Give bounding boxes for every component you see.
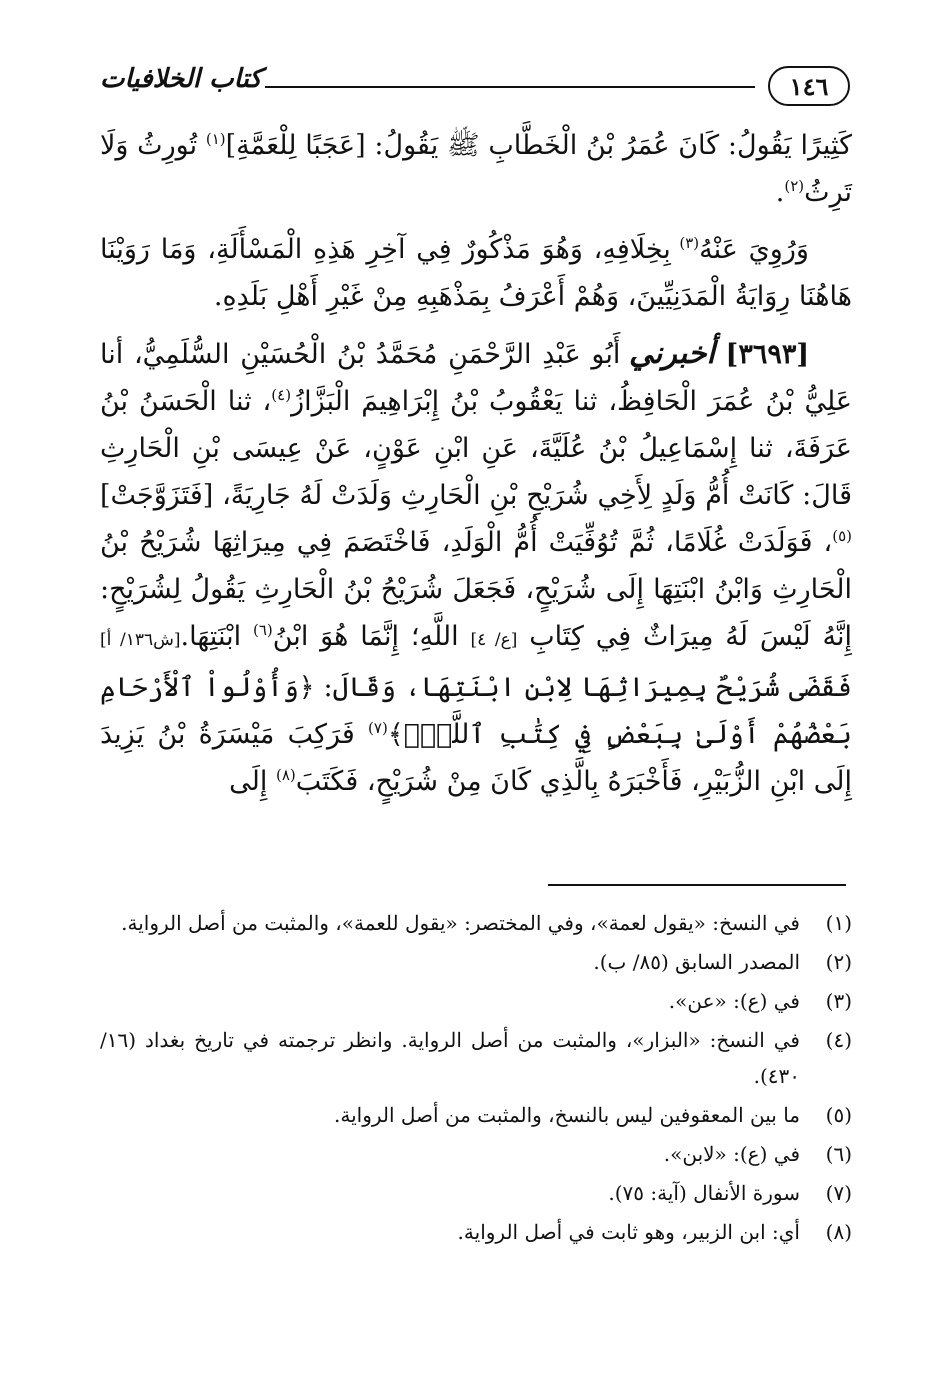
text-span: تُورِثُ وَلَا تَرِثُ <box>100 130 852 208</box>
footnote-item <box>100 1097 852 1133</box>
text-span: ، ثنا الْحَسَنُ بْنُ عَرَفَةَ، ثنا إِسْمَاعِيلُ بْنُ عُلَيَّةَ، عَنِ ابْنِ عَوْنٍ، عَنْ عِيسَى بْنِ الْحَارِثِ قَالَ: كَانَتْ أُمُّ وَلَدٍ لِأَخِي شُرَيْحِ بْنِ الْحَارِثِ وَلَدَتْ لَهُ جَارِيَةً، [فَتَزَوَّجَتْ] <box>100 386 852 511</box>
footnote-number: (٥) <box>825 1103 852 1127</box>
footnote-number: (٧) <box>825 1181 852 1205</box>
footnote-text: سورة الأنفال (آية: ٧٥). <box>608 1181 800 1205</box>
footnote-item <box>100 905 852 941</box>
main-text <box>100 122 852 815</box>
header-rule <box>265 86 755 88</box>
page-header <box>100 62 850 112</box>
footnote-text: في النسخ: «يقول لعمة»، وفي المختصر: «يقول للعمة»، والمثبت من أصل الرواية. <box>121 911 800 935</box>
footnote-separator <box>548 884 846 886</box>
footnote-text: في (ع): «عن». <box>668 989 800 1013</box>
footnote-number: (٨) <box>825 1220 852 1244</box>
paragraph-1 <box>100 122 852 216</box>
footnotes <box>100 905 852 1253</box>
book-title: كتاب الخلافيات <box>100 64 262 94</box>
footnote-ref-5: (٥) <box>832 527 852 545</box>
text-span: ابْنَتِهَا. <box>180 621 253 652</box>
footnote-number: (٣) <box>825 989 852 1013</box>
manuscript-marker: [ع/ ٤] <box>470 630 518 650</box>
footnote-text: في النسخ: «البزار»، والمثبت من أصل الرواية. وانظر ترجمته في تاريخ بغداد (١٦/ ٤٣٠). <box>100 1028 800 1088</box>
text-span: . <box>775 177 785 208</box>
footnote-number: (٦) <box>825 1142 852 1166</box>
footnote-number: (٢) <box>825 950 852 974</box>
text-span: ، فَوَلَدَتْ غُلَامًا، ثُمَّ تُوُفِّيَتْ أُمُّ الْوَلَدِ، فَاخْتَصَمَ فِي مِيرَاثِهَا شُرَيْحُ بْنُ الْحَارِثِ وَابْنُ ابْنَتِهَا إِلَى شُرَيْحٍ، فَجَعَلَ شُرَيْحُ بْنُ الْحَارِثِ يَقُولُ لِشُرَيْحٍ: إِنَّهُ لَيْسَ لَهُ مِيرَاثٌ فِي كِتَابِ <box>100 527 852 652</box>
footnote-item <box>100 944 852 980</box>
footnote-ref-8: (٨) <box>275 766 296 784</box>
footnote-text: في (ع): «لابن». <box>663 1142 800 1166</box>
text-span: إِلَى <box>229 766 276 797</box>
footnote-number: (١) <box>825 911 852 935</box>
footnote-text: أي: ابن الزبير، وهو ثابت في أصل الرواية. <box>457 1220 800 1244</box>
footnote-text: ما بين المعقوفين ليس بالنسخ، والمثبت من أصل الرواية. <box>334 1103 800 1127</box>
footnote-ref-6: (٦) <box>252 621 273 639</box>
footnote-item <box>100 1022 852 1094</box>
footnote-item <box>100 1214 852 1250</box>
text-span: فَرَكِبَ مَيْسَرَةُ بْنُ يَزِيدَ إِلَى ابْنِ الزُّبَيْرِ، فَأَخْبَرَهُ بِالَّذِي كَانَ مِنْ شُرَيْحٍ، فَكَتَبَ <box>100 719 852 797</box>
text-span: اللَّهِ؛ إِنَّمَا هُوَ ابْنُ <box>272 621 471 652</box>
footnote-ref-4: (٤) <box>271 386 292 404</box>
hadith-number: [٣٦٩٣] <box>725 339 810 370</box>
footnote-ref-7: (٧) <box>368 719 388 737</box>
footnote-item <box>100 983 852 1019</box>
footnote-item <box>100 1136 852 1172</box>
text-span: فَقَضَى شُرَيْحٌ بِمِيرَاثِهَا لِابْنِ ابْنَتِهَا، وَقَالَ: ﴿وَأُوْلُواْ ٱلْأَرْحَامِ بَعْضُهُمْ أَوْلَىٰ بِبَعْضٍ فِي كِتَٰبِ ٱللَّهِۚ﴾ <box>100 672 852 750</box>
footnote-ref-2: (٢) <box>784 177 805 195</box>
paragraph-3 <box>100 330 852 805</box>
footnote-ref-1: (١) <box>205 130 226 148</box>
page-number: ١٤٦ <box>768 66 850 106</box>
akhbarani-keyword: أخبرني <box>628 336 715 371</box>
text-span: أَبُو عَبْدِ الرَّحْمَنِ مُحَمَّدُ بْنُ الْحُسَيْنِ السُّلَمِيُّ، أنا عَلِيُّ بْنُ عُمَرَ الْحَافِظُ، ثنا يَعْقُوبُ بْنُ إِبْرَاهِيمَ الْبَزَّازُ <box>100 339 853 417</box>
footnote-item <box>100 1175 852 1211</box>
footnote-number: (٤) <box>825 1028 852 1052</box>
text-span: وَرُوِيَ عَنْهُ <box>699 234 809 265</box>
text-span: بِخِلَافِهِ، وَهُوَ مَذْكُورٌ فِي آخِرِ هَذِهِ الْمَسْأَلَةِ، وَمَا رَوَيْنَا هَاهُنَا رِوَايَةُ الْمَدَنِيِّينَ، وَهُمْ أَعْرَفُ بِمَذْهَبِهِ مِنْ غَيْرِ أَهْلِ بَلَدِهِ. <box>100 234 852 312</box>
paragraph-2 <box>100 226 852 320</box>
manuscript-marker: [ش١٣٦/ أ] <box>100 630 181 650</box>
footnote-text: المصدر السابق (٨٥/ ب). <box>593 950 800 974</box>
footnote-ref-3: (٣) <box>679 234 700 252</box>
text-span: كَثِيرًا يَقُولُ: كَانَ عُمَرُ بْنُ الْخَطَّابِ ﷺ يَقُولُ: [عَجَبًا لِلْعَمَّةِ] <box>225 130 852 161</box>
